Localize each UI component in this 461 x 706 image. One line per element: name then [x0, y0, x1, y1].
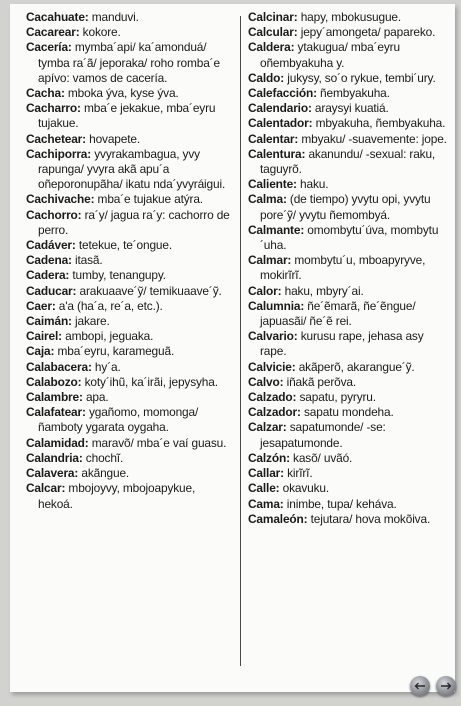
entry-definition: akãngue.: [78, 466, 130, 481]
dictionary-page: [10, 4, 455, 692]
entry-term: Cachiporra:: [26, 146, 92, 161]
dictionary-entry: [248, 390, 452, 405]
entry-definition: kirĩrĩ.: [283, 466, 313, 481]
entry-definition: haku, mbyry´ai.: [281, 283, 364, 298]
entry-term: Calefacción:: [248, 86, 317, 101]
dictionary-entry: [26, 344, 232, 359]
dictionary-entry: [248, 132, 452, 147]
dictionary-entry: [248, 177, 452, 192]
dictionary-entry: [26, 10, 232, 25]
dictionary-entry: [248, 497, 452, 512]
entry-term: Calzado:: [248, 390, 297, 405]
entry-term: Calle:: [248, 481, 280, 496]
dictionary-entry: [248, 451, 452, 466]
entry-term: Calabozo:: [26, 374, 82, 389]
entry-term: Cadera:: [26, 268, 70, 283]
dictionary-entry: [26, 238, 232, 253]
entry-term: Cacha:: [26, 86, 65, 101]
entry-term: Calcular:: [248, 25, 298, 40]
entry-term: Cadáver:: [26, 238, 76, 253]
entry-definition: tetekue, te´ongue.: [75, 238, 173, 253]
entry-term: Cachetear:: [26, 131, 86, 146]
entry-term: Cacharro:: [26, 101, 81, 116]
entry-definition: omombytu´úva, mombytu´uha.: [260, 222, 439, 253]
entry-definition: ytakugua/ mba´eyru oñembyakuha y.: [260, 40, 400, 70]
dictionary-entry: [248, 299, 452, 329]
dictionary-entry: [248, 147, 452, 177]
entry-definition: sapatu mondeha.: [300, 405, 394, 420]
dictionary-entry: [248, 101, 452, 116]
dictionary-entry: [26, 390, 232, 405]
previous-page-button[interactable]: [410, 676, 430, 696]
dictionary-entry: [26, 405, 232, 435]
dictionary-entry: [26, 208, 232, 238]
dictionary-entry: [248, 253, 452, 283]
dictionary-entry: [248, 360, 452, 375]
dictionary-entry: [26, 253, 232, 268]
arrow-right-icon: [440, 682, 452, 690]
entry-definition: manduvi.: [88, 10, 139, 24]
entry-definition: hy´a.: [91, 359, 121, 374]
entry-definition: ygañomo, momonga/ ñamboty ygarata oygaha.: [38, 405, 199, 435]
dictionary-entry: [248, 512, 452, 527]
entry-term: Cacarear:: [26, 25, 80, 40]
entry-definition: arakuaave´ỹ/ temikuaave´ỹ.: [76, 283, 222, 298]
dictionary-entry: [26, 314, 232, 329]
dictionary-entry: [248, 40, 452, 70]
entry-definition: mbojoyvy, mbojoapykue, hekoá.: [38, 481, 196, 511]
entry-term: Calmante:: [248, 222, 305, 237]
entry-term: Calavera:: [26, 466, 79, 481]
entry-definition: kasõ/ uvãó.: [289, 450, 353, 465]
entry-definition: apa.: [82, 390, 109, 405]
entry-term: Camaleón:: [248, 511, 308, 526]
entry-term: Cacahuate:: [26, 10, 89, 24]
dictionary-entry: [26, 466, 232, 481]
entry-term: Calentador:: [248, 116, 313, 131]
dictionary-entry: [26, 132, 232, 147]
dictionary-entry: [26, 299, 232, 314]
entry-term: Calvario:: [248, 329, 298, 344]
entry-definition: haku.: [296, 177, 329, 192]
entry-term: Cadena:: [26, 253, 72, 268]
entry-term: Calzón:: [248, 450, 290, 465]
entry-term: Cairel:: [26, 329, 62, 344]
dictionary-entry: [26, 481, 232, 511]
entry-definition: sapatu, pyryru.: [296, 390, 376, 405]
dictionary-entry: [248, 223, 452, 253]
right-column: [248, 10, 452, 527]
entry-definition: chochĩ.: [82, 450, 124, 465]
dictionary-entry: [26, 375, 232, 390]
dictionary-entry: [26, 268, 232, 283]
dictionary-entry: [26, 86, 232, 101]
entry-term: Calambre:: [26, 390, 83, 405]
entry-term: Calma:: [248, 192, 287, 207]
entry-definition: kurusu rape, jehasa asy rape.: [260, 329, 424, 359]
entry-term: Calmar:: [248, 253, 292, 268]
dictionary-entry: [248, 375, 452, 390]
entry-definition: kokore.: [79, 25, 121, 40]
entry-definition: hovapete.: [85, 131, 141, 146]
entry-term: Calzar:: [248, 420, 287, 435]
entry-term: Calandria:: [26, 450, 83, 465]
entry-term: Caliente:: [248, 177, 297, 192]
entry-definition: maravõ/ mba´e vaí guasu.: [88, 435, 227, 450]
entry-definition: ñe´ẽmarã, ñe´ẽngue/ japuasãi/ ñe´ẽ rei.: [260, 298, 416, 329]
entry-definition: araysyi kuatiá.: [311, 101, 389, 116]
entry-definition: mba´e tujakue atýra.: [94, 192, 203, 207]
entry-term: Caer:: [26, 298, 56, 313]
entry-definition: akãperõ, akarangue´ỹ.: [295, 359, 415, 374]
entry-definition: a'a (ha´a, re´a, etc.).: [55, 298, 163, 313]
entry-term: Calentura:: [248, 146, 306, 161]
entry-term: Calvicie:: [248, 359, 296, 374]
entry-definition: mboka ýva, kyse ýva.: [64, 86, 179, 101]
entry-term: Caja:: [26, 344, 55, 359]
dictionary-entry: [248, 420, 452, 450]
entry-definition: ñembyakuha.: [316, 86, 390, 101]
entry-term: Calendario:: [248, 101, 312, 116]
dictionary-entry: [248, 481, 452, 496]
entry-term: Calafatear:: [26, 405, 86, 420]
dictionary-entry: [26, 360, 232, 375]
entry-term: Calentar:: [248, 131, 299, 146]
entry-definition: mymba´api/ ka´amonduá/ tymba ra´ã/ jeporaka/ roho romba´e apívo: vamos de cacería.: [38, 40, 220, 85]
entry-definition: hapy, mbokusugue.: [297, 10, 402, 24]
entry-term: Callar:: [248, 466, 284, 481]
entry-term: Cacería:: [26, 40, 72, 55]
entry-term: Calcinar:: [248, 10, 298, 24]
dictionary-entry: [26, 436, 232, 451]
dictionary-entry: [248, 25, 452, 40]
dictionary-entry: [248, 466, 452, 481]
dictionary-entry: [248, 405, 452, 420]
entry-definition: akanundu/ -sexual: raku, taguyrõ.: [260, 146, 436, 177]
dictionary-entry: [26, 40, 232, 86]
column-divider: [240, 16, 241, 666]
dictionary-entry: [248, 71, 452, 86]
entry-term: Cachivache:: [26, 192, 95, 207]
dictionary-entry: [248, 116, 452, 131]
entry-definition: koty´ihũ, ka´irãi, jepysyha.: [81, 374, 218, 389]
entry-definition: iñakã perõva.: [283, 374, 357, 389]
dictionary-entry: [248, 86, 452, 101]
entry-term: Calzador:: [248, 405, 301, 420]
entry-term: Calamidad:: [26, 435, 89, 450]
entry-definition: tejutara/ hova mokõiva.: [307, 511, 431, 526]
entry-definition: inimbe, tupa/ keháva.: [283, 496, 397, 511]
dictionary-entry: [26, 329, 232, 344]
dictionary-entry: [26, 192, 232, 207]
entry-definition: jakare.: [71, 314, 110, 329]
dictionary-entry: [26, 284, 232, 299]
dictionary-entry: [248, 329, 452, 359]
entry-definition: ambopi, jeguaka.: [61, 329, 154, 344]
left-column: [26, 10, 232, 512]
entry-definition: itasã.: [71, 253, 103, 268]
dictionary-entry: [26, 25, 232, 40]
entry-definition: mbyaku/ -suavemente: jope.: [298, 131, 447, 146]
entry-definition: jukysy, so´o rykue, tembi´ury.: [284, 70, 436, 85]
entry-definition: (de tiempo) yvytu opi, yvytu pore´ỹ/ yvytu ñemombyá.: [260, 192, 431, 222]
entry-definition: ra´y/ jagua ra´y: cachorro de perro.: [38, 207, 230, 237]
entry-term: Caldo:: [248, 70, 285, 85]
entry-term: Calumnia:: [248, 298, 305, 313]
entry-term: Calabacera:: [26, 359, 92, 374]
entry-term: Caducar:: [26, 283, 77, 298]
entry-term: Calvo:: [248, 374, 284, 389]
entry-definition: mba´e jekakue, mba´eyru tujakue.: [38, 101, 216, 131]
entry-term: Cachorro:: [26, 207, 82, 222]
entry-term: Cama:: [248, 496, 284, 511]
dictionary-entry: [248, 284, 452, 299]
dictionary-entry: [26, 101, 232, 131]
entry-definition: sapatumonde/ -se: jesapatumonde.: [260, 420, 386, 450]
entry-definition: jepy´amongeta/ papareko.: [297, 25, 436, 40]
entry-definition: mba´eyru, karameguã.: [54, 344, 175, 359]
entry-definition: mbyakuha, ñembyakuha.: [312, 116, 446, 131]
entry-term: Calor:: [248, 283, 282, 298]
arrow-left-icon: [414, 682, 426, 690]
entry-definition: yvyrakambagua, yvy rapunga/ yvyra akã apu´a oñeporonupãha/ ikatu nda´yvyráigui.: [38, 146, 226, 192]
dictionary-entry: [248, 192, 452, 222]
dictionary-entry: [248, 10, 452, 25]
entry-definition: mombytu´u, mboapyryve, mokirĩrĩ.: [260, 253, 426, 283]
entry-term: Calcar:: [26, 481, 66, 496]
entry-term: Caimán:: [26, 314, 72, 329]
dictionary-entry: [26, 147, 232, 193]
entry-term: Caldera:: [248, 40, 295, 55]
entry-definition: okavuku.: [279, 481, 330, 496]
dictionary-entry: [26, 451, 232, 466]
next-page-button[interactable]: [436, 676, 456, 696]
entry-definition: tumby, tenangupy.: [69, 268, 166, 283]
